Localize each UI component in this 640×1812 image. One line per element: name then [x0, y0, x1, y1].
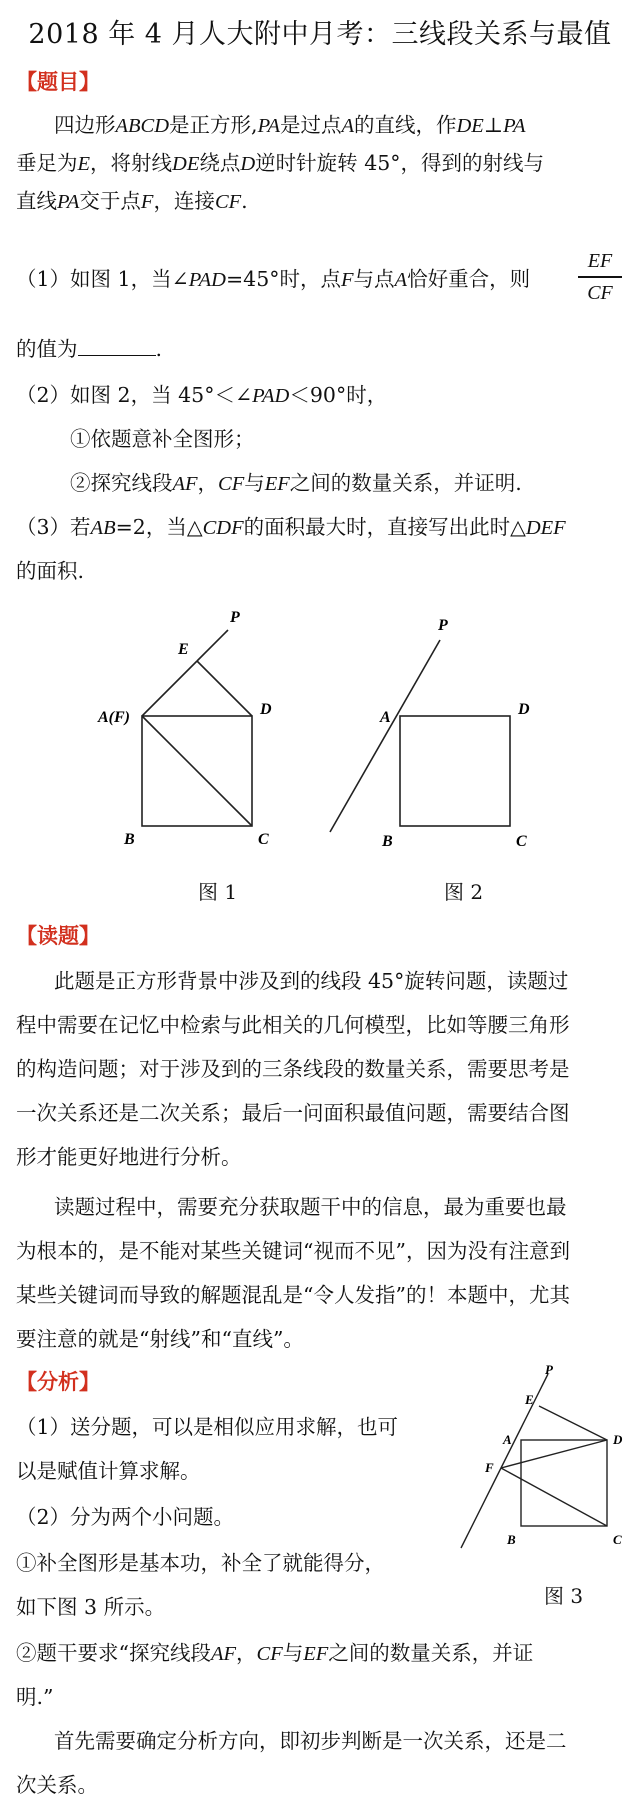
- problem-line-2: 垂足为E，将射线DE绕点D逆时针旋转 45°，得到的射线与: [16, 151, 545, 175]
- fraction-ef-over-cf: [578, 248, 622, 306]
- label-p: P: [438, 617, 448, 634]
- analysis-line-3: （2）分为两个小问题。: [16, 1505, 235, 1529]
- segment-fc: [142, 716, 252, 826]
- analysis-line-6: ②题干要求“探究线段AF，CF与EF之间的数量关系，并证: [16, 1641, 534, 1665]
- reading-line-6: 读题过程中，需要充分获取题干中的信息，最为重要也最: [54, 1195, 567, 1219]
- figure-2: [320, 600, 560, 860]
- question-1: （1）如图 1，当∠PAD=45°时，点F与点A恰好重合，则: [16, 267, 531, 291]
- reading-line-8: 某些关键词而导致的解题混乱是“令人发指”的！本题中，尤其: [16, 1283, 570, 1307]
- reading-line-1: 此题是正方形背景中涉及到的线段 45°旋转问题，读题过: [54, 969, 569, 993]
- reading-line-2: 程中需要在记忆中检索与此相关的几何模型，比如等腰三角形: [16, 1013, 570, 1037]
- analysis-line-2: 以是赋值计算求解。: [16, 1459, 201, 1483]
- label-p: P: [230, 609, 240, 626]
- figure-3-caption: 图 3: [544, 1584, 584, 1608]
- problem-line-3: 直线PA交于点F，连接CF.: [16, 189, 248, 213]
- label-e: E: [525, 1392, 534, 1407]
- line-pa: [330, 640, 440, 832]
- segment-ed: [197, 661, 252, 716]
- question-2-part-2: ②探究线段AF，CF与EF之间的数量关系，并证明.: [70, 471, 522, 495]
- label-p: P: [545, 1362, 553, 1377]
- label-f: F: [485, 1460, 494, 1475]
- label-d: D: [518, 701, 530, 718]
- reading-line-7: 为根本的，是不能对某些关键词“视而不见”，因为没有注意到: [16, 1239, 570, 1263]
- figure-1: [90, 600, 290, 860]
- segment-ae: [142, 661, 197, 716]
- fraction-denominator: CF: [587, 281, 613, 304]
- question-3: （3）若AB=2，当△CDF的面积最大时，直接写出此时△DEF: [16, 515, 566, 539]
- segment-fc: [501, 1468, 607, 1526]
- square-abcd: [521, 1440, 607, 1526]
- segment-df: [501, 1440, 607, 1468]
- label-d: D: [260, 701, 272, 718]
- label-a: A: [380, 709, 391, 726]
- label-b: B: [507, 1532, 516, 1547]
- label-a: A: [503, 1432, 512, 1447]
- question-1-answer-line: 的值为 .: [16, 337, 163, 361]
- segment-de: [539, 1406, 607, 1440]
- reading-line-3: 的构造问题；对于涉及到的三条线段的数量关系，需要思考是: [16, 1057, 570, 1081]
- fraction-bar: [578, 276, 622, 278]
- analysis-line-1: （1）送分题，可以是相似应用求解，也可: [16, 1415, 399, 1439]
- label-c: C: [613, 1532, 622, 1547]
- question-2: （2）如图 2，当 45°＜∠PAD＜90°时，: [16, 383, 388, 407]
- analysis-line-5: 如下图 3 所示。: [16, 1595, 166, 1619]
- question-2-part-1: ①依题意补全图形；: [70, 427, 255, 451]
- reading-line-5: 形才能更好地进行分析。: [16, 1145, 242, 1169]
- analysis-line-8: 首先需要确定分析方向，即初步判断是一次关系，还是二: [54, 1729, 567, 1753]
- ray-ep: [197, 630, 228, 661]
- label-c: C: [258, 831, 269, 848]
- analysis-line-7: 明.”: [16, 1685, 54, 1709]
- reading-line-4: 一次关系还是二次关系；最后一问面积最值问题，需要结合图: [16, 1101, 570, 1125]
- analysis-line-9: 次关系。: [16, 1773, 98, 1797]
- label-b: B: [382, 833, 393, 850]
- question-3-end: 的面积.: [16, 559, 85, 583]
- label-c: C: [516, 833, 527, 850]
- square-abcd: [400, 716, 510, 826]
- fraction-numerator: EF: [587, 250, 613, 272]
- section-analysis-heading: 【分析】: [16, 1369, 100, 1394]
- answer-blank[interactable]: [78, 337, 156, 356]
- figure-3: [455, 1362, 640, 1572]
- section-problem-heading: 【题目】: [16, 69, 100, 94]
- label-e: E: [178, 641, 189, 658]
- section-reading-heading: 【读题】: [16, 923, 100, 948]
- page-title: 2018 年 4 月人大附中月考：三线段关系与最值: [28, 19, 612, 50]
- reading-line-9: 要注意的就是“射线”和“直线”。: [16, 1327, 304, 1351]
- line-pa: [461, 1374, 548, 1548]
- label-b: B: [124, 831, 135, 848]
- figure-2-caption: 图 2: [444, 880, 484, 904]
- figure-1-caption: 图 1: [198, 880, 238, 904]
- analysis-line-4: ①补全图形是基本功，补全了就能得分，: [16, 1551, 385, 1575]
- label-a-f: A(F): [98, 709, 130, 726]
- problem-line-1: 四边形ABCD是正方形,PA是过点A的直线，作DE⊥PA: [54, 113, 526, 137]
- label-d: D: [613, 1432, 623, 1447]
